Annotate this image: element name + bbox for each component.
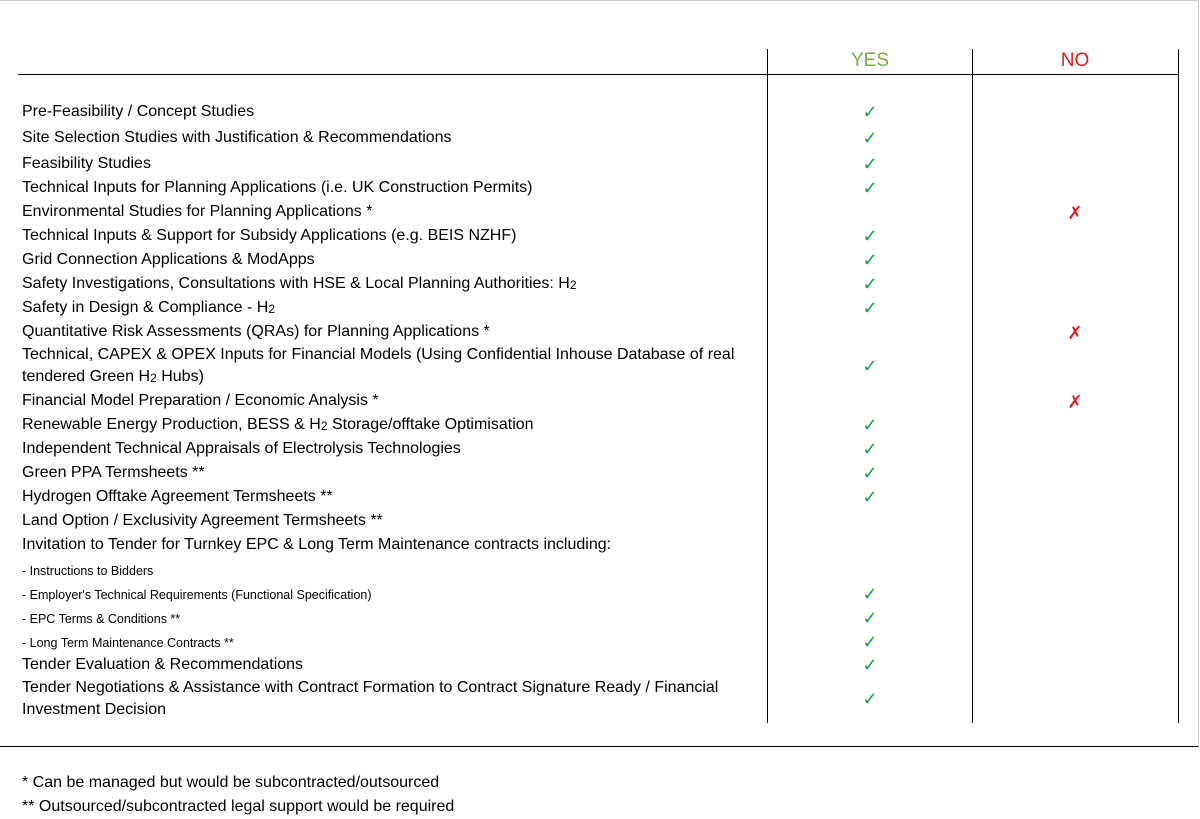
service-sub-label: - Instructions to Bidders (22, 564, 154, 578)
service-sub-label: - Employer's Technical Requirements (Functional Specification) (22, 588, 372, 602)
column-header-yes: YES (850, 50, 890, 71)
service-sub-label: - EPC Terms & Conditions ** (22, 612, 181, 626)
check-icon: ✓ (862, 274, 878, 294)
check-icon: ✓ (862, 250, 878, 270)
service-label: Financial Model Preparation / Economic Analysis * (22, 392, 379, 409)
column-divider (1178, 49, 1179, 723)
check-icon: ✓ (862, 463, 878, 483)
service-label: Technical Inputs & Support for Subsidy Applications (e.g. BEIS NZHF) (22, 227, 517, 244)
service-label: Tender Evaluation & Recommendations (22, 656, 304, 673)
footnote-single: * Can be managed but would be subcontracted/outsourced (22, 774, 440, 791)
service-label: Technical, CAPEX & OPEX Inputs for Financial Models (Using Confidential Inhouse Database of real tendered Green H2 Hubs) (22, 346, 735, 385)
check-icon: ✓ (862, 439, 878, 459)
check-icon: ✓ (862, 689, 878, 709)
service-label: Pre-Feasibility / Concept Studies (22, 103, 255, 120)
service-label: Land Option / Exclusivity Agreement Termsheets ** (22, 512, 383, 529)
check-icon: ✓ (862, 632, 878, 652)
column-divider (972, 49, 973, 723)
service-sub-label: - Long Term Maintenance Contracts ** (22, 636, 234, 650)
check-icon: ✓ (862, 487, 878, 507)
service-label: Independent Technical Appraisals of Electrolysis Technologies (22, 440, 461, 457)
service-label: Environmental Studies for Planning Applications * (22, 203, 373, 220)
service-label: Site Selection Studies with Justification & Recommendations (22, 129, 452, 146)
service-label: Safety in Design & Compliance - H2 (22, 299, 276, 316)
check-icon: ✓ (862, 415, 878, 435)
service-label: Feasibility Studies (22, 155, 151, 172)
check-icon: ✓ (862, 584, 878, 604)
check-icon: ✓ (862, 102, 878, 122)
service-label: Quantitative Risk Assessments (QRAs) for Planning Applications * (22, 323, 490, 340)
check-icon: ✓ (862, 178, 878, 198)
column-header-no: NO (1060, 50, 1090, 71)
check-icon: ✓ (862, 226, 878, 246)
service-label: Hydrogen Offtake Agreement Termsheets ** (22, 488, 333, 505)
footnote-double: ** Outsourced/subcontracted legal support would be required (22, 798, 455, 815)
cross-icon: ✗ (1067, 203, 1083, 223)
service-label: Invitation to Tender for Turnkey EPC & Long Term Maintenance contracts including: (22, 536, 612, 553)
service-label: Grid Connection Applications & ModApps (22, 251, 315, 268)
service-label: Tender Negotiations & Assistance with Contract Formation to Contract Signature Ready / Financial Investment Decision (22, 679, 719, 718)
service-label: Technical Inputs for Planning Applications (i.e. UK Construction Permits) (22, 179, 533, 196)
check-icon: ✓ (862, 356, 878, 376)
service-label: Green PPA Termsheets ** (22, 464, 205, 481)
column-divider (767, 49, 768, 723)
cross-icon: ✗ (1067, 392, 1083, 412)
service-label: Renewable Energy Production, BESS & H2 Storage/offtake Optimisation (22, 416, 534, 433)
check-icon: ✓ (862, 298, 878, 318)
header-rule (18, 74, 1179, 75)
check-icon: ✓ (862, 655, 878, 675)
check-icon: ✓ (862, 128, 878, 148)
check-icon: ✓ (862, 154, 878, 174)
cross-icon: ✗ (1067, 323, 1083, 343)
check-icon: ✓ (862, 608, 878, 628)
service-label: Safety Investigations, Consultations with HSE & Local Planning Authorities: H2 (22, 275, 577, 292)
